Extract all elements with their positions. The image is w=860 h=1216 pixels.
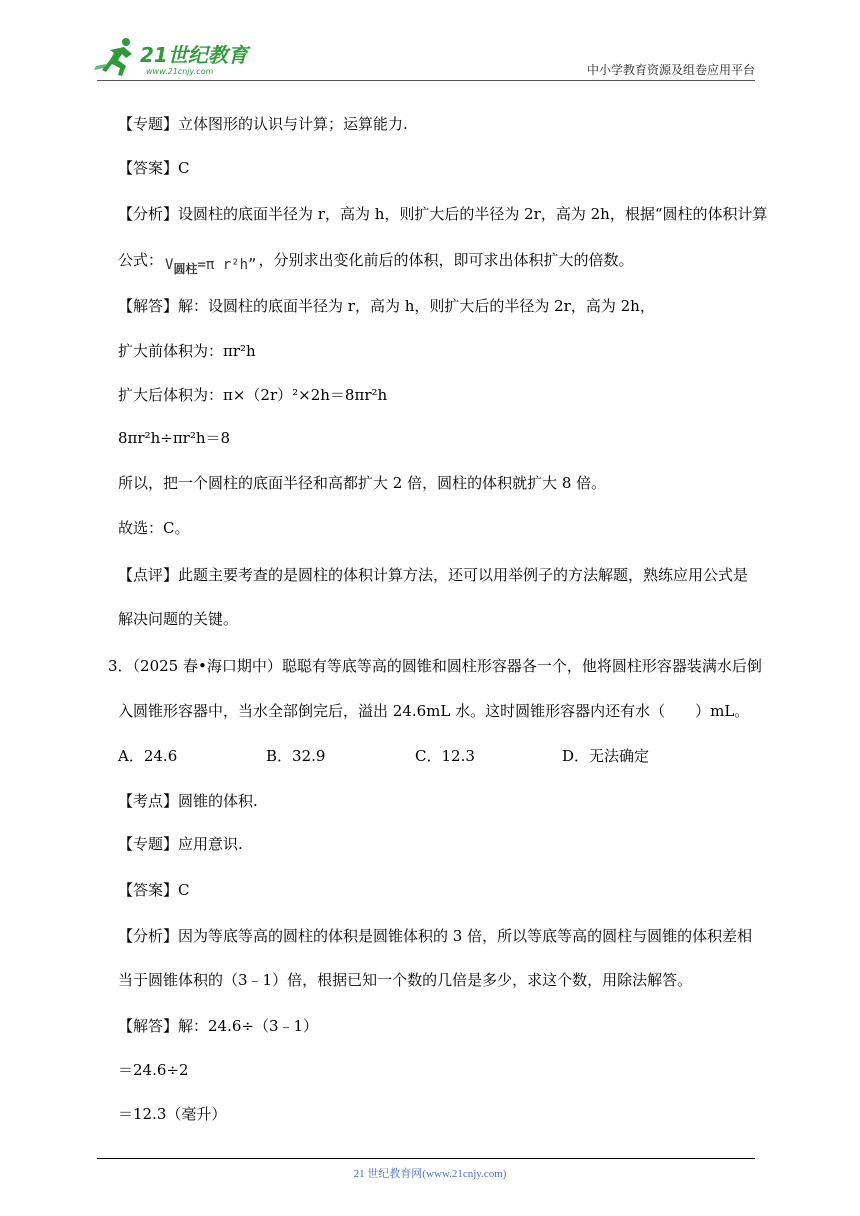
logo-url: www.21cnjy.com — [146, 67, 214, 76]
text-line: 【解答】解：24.6÷（3﹣1） — [118, 1017, 319, 1035]
text-line: 【分析】设圆柱的底面半径为 r，高为 h，则扩大后的半径为 2r，高为 2h，根据“圆柱的体积计算 — [118, 205, 768, 223]
footer-divider — [97, 1158, 755, 1159]
text-line: ＝12.3（毫升） — [118, 1105, 227, 1123]
text-line: 所以，把一个圆柱的底面半径和高都扩大 2 倍，圆柱的体积就扩大 8 倍。 — [118, 474, 607, 492]
formula-prefix: 公式： — [118, 251, 164, 269]
text-line: 【分析】因为等底等高的圆柱的体积是圆锥体积的 3 倍，所以等底等高的圆柱与圆锥的体积差相 — [118, 927, 753, 945]
text-line: 8πr²h÷πr²h＝8 — [118, 429, 231, 447]
footer-link[interactable]: 21 世纪教育网(www.21cnjy.com) — [353, 1168, 507, 1180]
question-3-line-1: 3．（2025 春•海口期中）聪聪有等底等高的圆锥和圆柱形容器各一个，他将圆柱形容器装满水后倒 — [108, 657, 762, 675]
cylinder-volume-formula — [165, 257, 256, 277]
option-b: B．32.9 — [266, 747, 326, 765]
site-logo — [92, 36, 262, 80]
header-divider — [97, 80, 755, 81]
text-line: 【答案】C — [118, 159, 190, 177]
formula-subscript: 圆柱 — [173, 262, 198, 276]
text-line: 故选：C。 — [118, 519, 190, 537]
text-line: 【点评】此题主要考查的是圆柱的体积计算方法，还可以用举例子的方法解题，熟练应用公式是 — [118, 566, 749, 584]
text-line: 当于圆锥体积的（3﹣1）倍，根据已知一个数的几倍是多少，求这个数，用除法解答。 — [118, 971, 693, 989]
text-line: 【答案】C — [118, 881, 190, 899]
text-line: 【考点】圆锥的体积. — [118, 792, 258, 810]
text-line: 【解答】解：设圆柱的底面半径为 r，高为 h，则扩大后的半径为 2r，高为 2h， — [118, 297, 655, 315]
formula-rest: =π r²h” — [197, 257, 257, 273]
text-line: 扩大后体积为：π×（2r）²×2h＝8πr²h — [118, 386, 388, 404]
logo-text: 21世纪教育 — [140, 43, 248, 67]
text-line: 【专题】立体图形的认识与计算；运算能力. — [118, 115, 408, 133]
question-3-line-2: 入圆锥形容器中，当水全部倒完后，溢出 24.6mL 水。这时圆锥形容器内还有水（ ）mL。 — [118, 702, 750, 720]
text-line: 扩大前体积为：πr²h — [118, 342, 256, 360]
header-platform-text: 中小学教育资源及组卷应用平台 — [586, 63, 755, 77]
option-c: C．12.3 — [415, 747, 475, 765]
text-line: 【专题】应用意识. — [118, 835, 243, 853]
runner-icon — [94, 38, 132, 76]
formula-v: V — [165, 257, 174, 273]
analysis-formula-line — [118, 249, 634, 277]
option-a: A．24.6 — [118, 747, 178, 765]
option-d: D．无法确定 — [562, 747, 650, 765]
formula-suffix: ，分别求出变化前后的体积，即可求出体积扩大的倍数。 — [258, 251, 634, 269]
text-line: 解决问题的关键。 — [118, 610, 239, 628]
text-line: ＝24.6÷2 — [118, 1061, 189, 1079]
